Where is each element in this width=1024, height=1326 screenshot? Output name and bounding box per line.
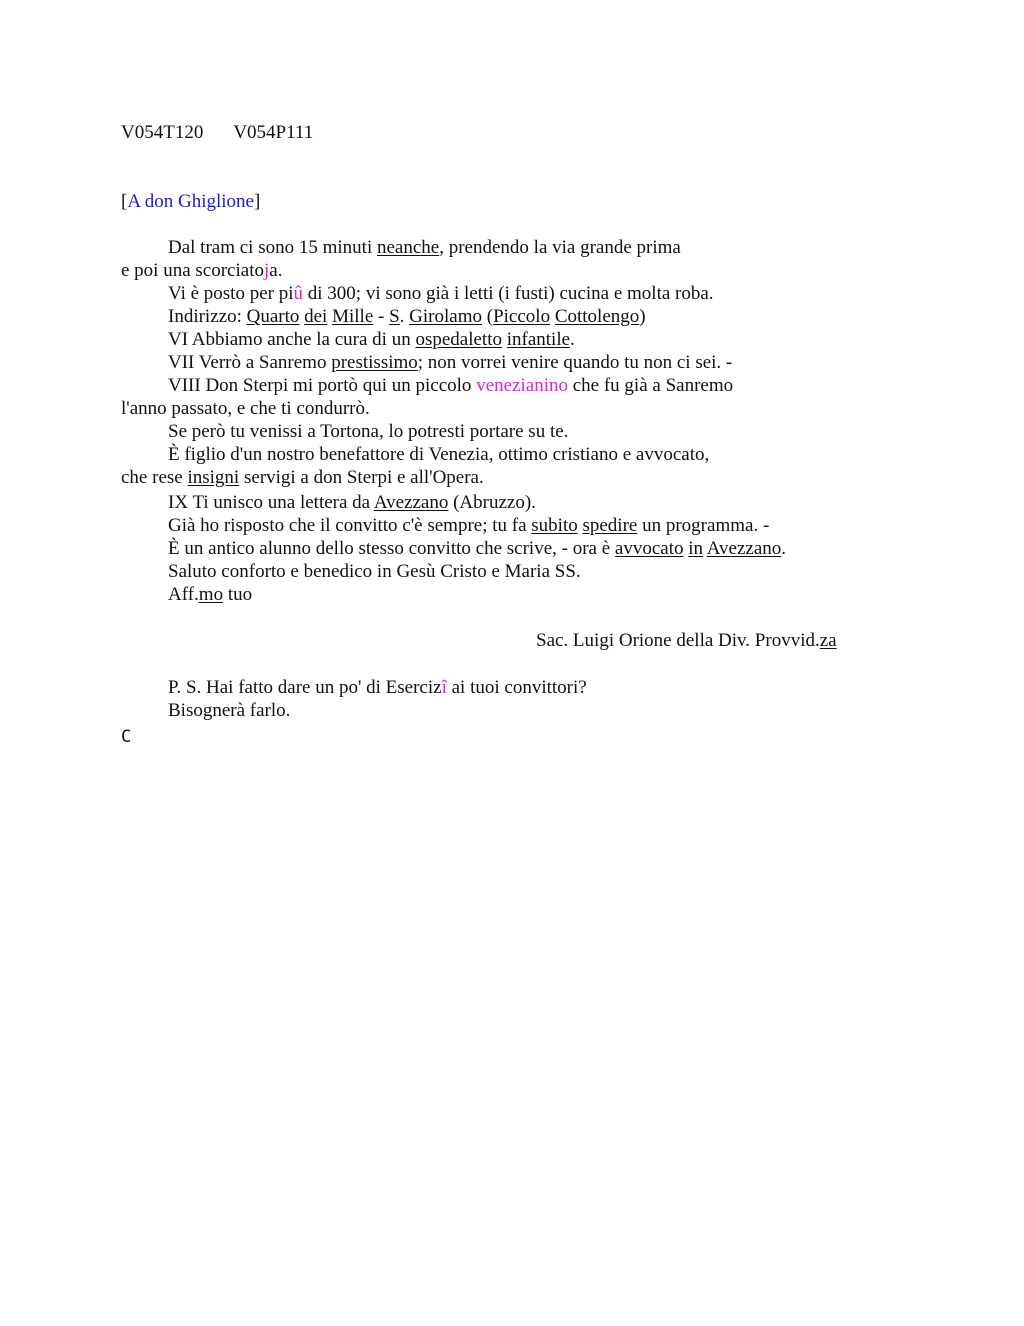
body-line-5: VI Abbiamo anche la cura di un ospedaletto infantile.: [168, 329, 575, 350]
footer-mark: C: [121, 727, 132, 747]
document-codes: [121, 121, 313, 144]
body-line-13: Già ho risposto che il convitto c'è sempre; tu fa subito spedire un programma. -: [168, 515, 770, 536]
body-line-7: VIII Don Sterpi mi portò qui un piccolo venezianino che fu già a Sanremo: [168, 375, 734, 396]
body-line-2: e poi una scorciatoja.: [121, 260, 283, 281]
body-line-3: Vi è posto per piû di 300; vi sono già i letti (i fusti) cucina e molta roba.: [168, 283, 714, 304]
body-line-15: Saluto conforto e benedico in Gesù Cristo e Maria SS.: [168, 561, 581, 582]
body-line-6: VII Verrò a Sanremo prestissimo; non vorrei venire quando tu non ci sei. -: [168, 352, 733, 373]
body-line-10: È figlio d'un nostro benefattore di Venezia, ottimo cristiano e avvocato,: [168, 444, 710, 465]
recipient-heading: [A don Ghiglione]: [121, 191, 261, 212]
closing-line: Aff.mo tuo: [168, 584, 253, 605]
recipient-name: A don Ghiglione: [127, 191, 254, 212]
code-p: V054P111: [233, 122, 314, 143]
body-line-9: Se però tu venissi a Tortona, lo potresti portare su te.: [168, 421, 569, 442]
code-t: V054T120: [121, 122, 204, 143]
body-line-11: che rese insigni servigi a don Sterpi e all'Opera.: [121, 467, 484, 488]
postscript-line-2: Bisognerà farlo.: [168, 700, 291, 721]
body-line-address: Indirizzo: Quarto dei Mille - S. Girolamo (Piccolo Cottolengo): [168, 306, 646, 327]
body-line-12: IX Ti unisco una lettera da Avezzano (Abruzzo).: [168, 492, 536, 513]
signature: Sac. Luigi Orione della Div. Provvid.za: [536, 630, 837, 651]
body-line-1: Dal tram ci sono 15 minuti neanche, prendendo la via grande prima: [168, 237, 681, 258]
body-line-14: È un antico alunno dello stesso convitto che scrive, - ora è avvocato in Avezzano.: [168, 538, 787, 559]
postscript-line-1: P. S. Hai fatto dare un po' di Esercizî ai tuoi convittori?: [168, 677, 587, 698]
body-line-8: l'anno passato, e che ti condurrò.: [121, 398, 370, 419]
